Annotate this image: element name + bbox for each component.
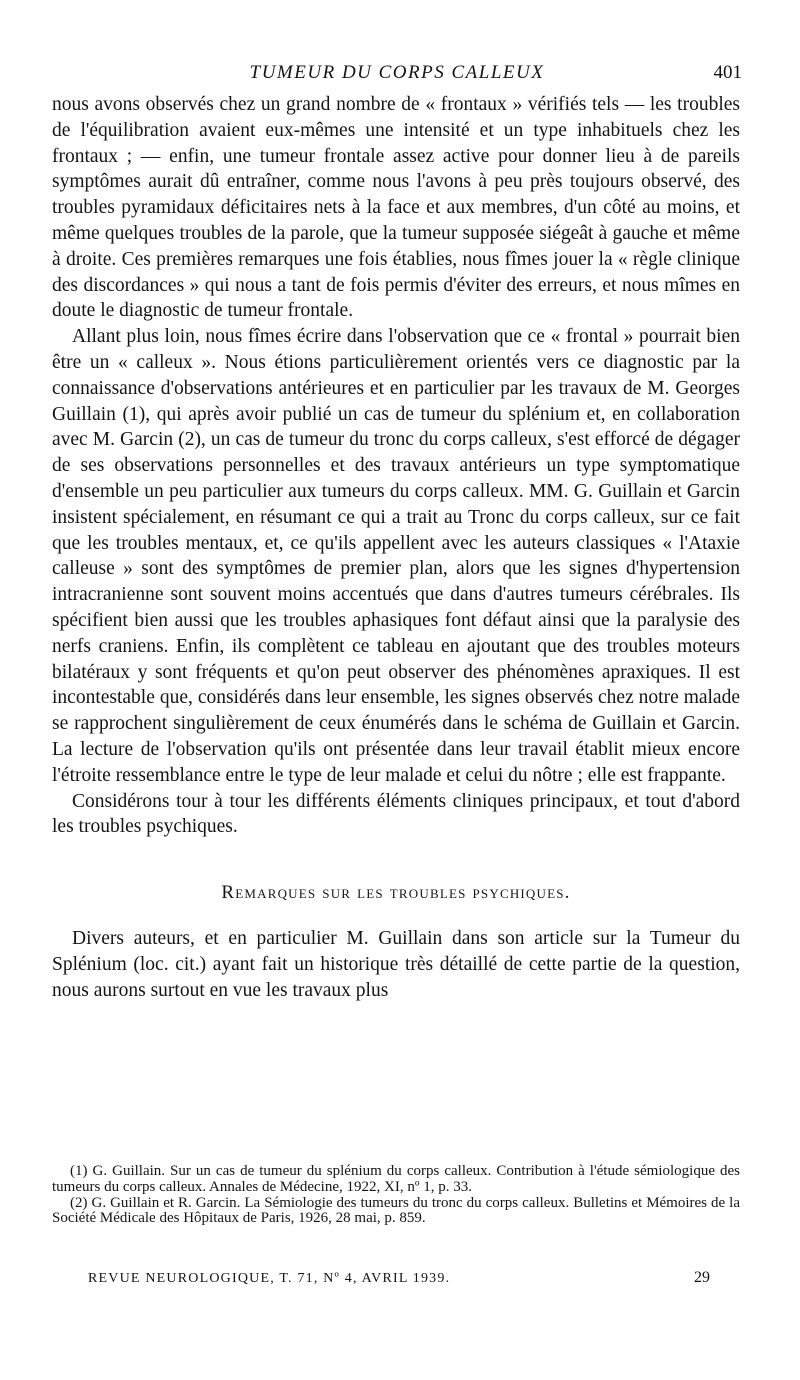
paragraph-3: Considérons tour à tour les différents éléments cliniques principaux, et tout d'abord les troubles psychiques. [52, 790, 740, 838]
footnote-2: (2) G. Guillain et R. Garcin. La Sémiologie des tumeurs du tronc du corps calleux. Bulletins et Mémoires de la Société Médicale des Hôpitaux de Paris, 1926, 28 mai, p. 859. [52, 1194, 740, 1227]
page-footer [88, 1271, 710, 1295]
footnote-1: (1) G. Guillain. Sur un cas de tumeur du splénium du corps calleux. Contribution à l'étude sémiologique des tumeurs du corps calleux. Annales de Médecine, 1922, XI, nº 1, p. 33. [52, 1163, 740, 1195]
section-paragraph: Divers auteurs, et en particulier M. Guillain dans son article sur la Tumeur du Splénium (loc. cit.) ayant fait un historique très détaillé de cette partie de la question, nous aurons surtout en vue les travaux plus [52, 927, 740, 1001]
paragraph-2: Allant plus loin, nous fîmes écrire dans l'observation que ce « frontal » pourrait bien être un « calleux ». Nous étions particulièrement orientés vers ce diagnostic par la connaissance d'observations antérieures et en particulier par les travaux de M. Georges Guillain (1), qui après avoir publié un cas de tumeur du splénium et, en collaboration avec M. Garcin (2), un cas de tumeur du tronc du corps calleux, s'est efforcé de dégager de ses observations personnelles et des travaux antérieurs un type symptomatique d'ensemble un peu particulier aux tumeurs du corps calleux. MM. G. Guillain et Garcin insistent spécialement, en résumant ce qui a trait au Tronc du corps calleux, sur ce fait que les troubles mentaux, et, ce qu'ils appellent avec les auteurs classiques « l'Ataxie calleuse » sont des symptômes de premier plan, alors que les signes d'hypertension intracranienne sont souvent moins accentués que dans d'autres tumeurs cérébrales. Ils spécifient bien aussi que les troubles aphasiques font défaut ainsi que la paralysie des nerfs craniens. Enfin, ils complètent ce tableau en ajoutant que des troubles moteurs bilatéraux y sont fréquents et qu'on peut observer des phénomènes apraxiques. Il est incontestable que, considérés dans leur ensemble, les signes observés chez notre malade se rapprochent singulièrement de ceux énumérés dans le schéma de Guillain et Garcin. La lecture de l'observation qu'ils ont présentée dans leur travail établit mieux encore l'étroite ressemblance entre le type de leur malade et celui du nôtre ; elle est frappante. [52, 326, 740, 786]
journal-citation: REVUE NEUROLOGIQUE, T. 71, Nº 4, AVRIL 1939. [88, 1271, 451, 1286]
page-number: 401 [713, 62, 742, 83]
section-heading: Remarques sur les troubles psychiques. [221, 882, 571, 904]
running-head [52, 62, 742, 92]
footnotes [52, 1164, 740, 1227]
body-text [52, 92, 740, 1003]
paragraph-1: nous avons observés chez un grand nombre de « frontaux » vérifiés tels — les troubles de l'équilibration avaient eux-mêmes une intensité et un type inhabituels chez les frontaux ; — enfin, une tumeur frontale assez active pour donner lieu à de pareils symptômes aurait dû entraîner, comme nous l'avons à peu près toujours observé, des troubles pyramidaux déficitaires nets à la face et aux membres, d'un côté au moins, et même quelques troubles de la parole, que la tumeur supposée siégeât à gauche et même à droite. Ces premières remarques une fois établies, nous fîmes jouer la « règle clinique des discordances » qui nous a tant de fois permis d'éviter des erreurs, et nous mîmes en doute le diagnostic de tumeur frontale. [52, 94, 740, 322]
running-title: TUMEUR DU CORPS CALLEUX [249, 62, 545, 83]
sheet-number: 29 [694, 1269, 710, 1286]
